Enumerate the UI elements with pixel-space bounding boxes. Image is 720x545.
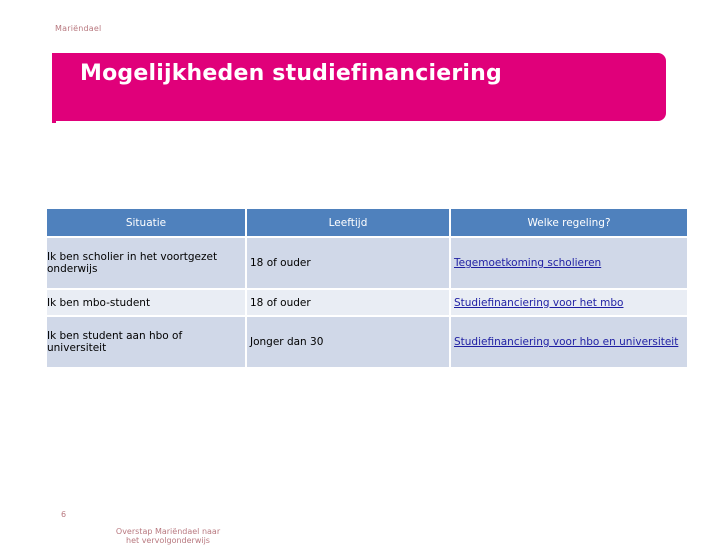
- column-header-situatie: Situatie: [47, 209, 245, 236]
- regeling-cell: [451, 238, 687, 288]
- table-header-row: [47, 209, 687, 236]
- column-header-leeftijd: Leeftijd: [247, 209, 449, 236]
- situatie-cell: Ik ben mbo-student: [47, 290, 245, 315]
- footer-text: Overstap Mariëndael naar het vervolgonderwijs: [115, 527, 221, 545]
- leeftijd-cell: 18 of ouder: [247, 290, 449, 315]
- leeftijd-cell: 18 of ouder: [247, 238, 449, 288]
- column-header-regeling: Welke regeling?: [451, 209, 687, 236]
- page-number: 6: [61, 510, 67, 519]
- regulations-table: [45, 207, 689, 369]
- situatie-cell: Ik ben student aan hbo of universiteit: [47, 317, 245, 367]
- regeling-link[interactable]: Studiefinanciering voor het mbo: [454, 296, 624, 309]
- page-title: Mogelijkheden studiefinanciering: [80, 61, 502, 86]
- regeling-link[interactable]: Tegemoetkoming scholieren: [454, 257, 602, 269]
- situatie-cell: Ik ben scholier in het voortgezet onderwijs: [47, 238, 245, 288]
- title-banner: [52, 53, 666, 121]
- regeling-cell: [451, 290, 687, 315]
- table-row: [47, 238, 687, 288]
- regeling-link[interactable]: Studiefinanciering voor hbo en universiteit: [454, 336, 679, 348]
- table-row: [47, 317, 687, 367]
- leeftijd-cell: Jonger dan 30: [247, 317, 449, 367]
- regeling-cell: [451, 317, 687, 367]
- table-row: [47, 290, 687, 315]
- organization-name: Mariëndael: [55, 24, 102, 33]
